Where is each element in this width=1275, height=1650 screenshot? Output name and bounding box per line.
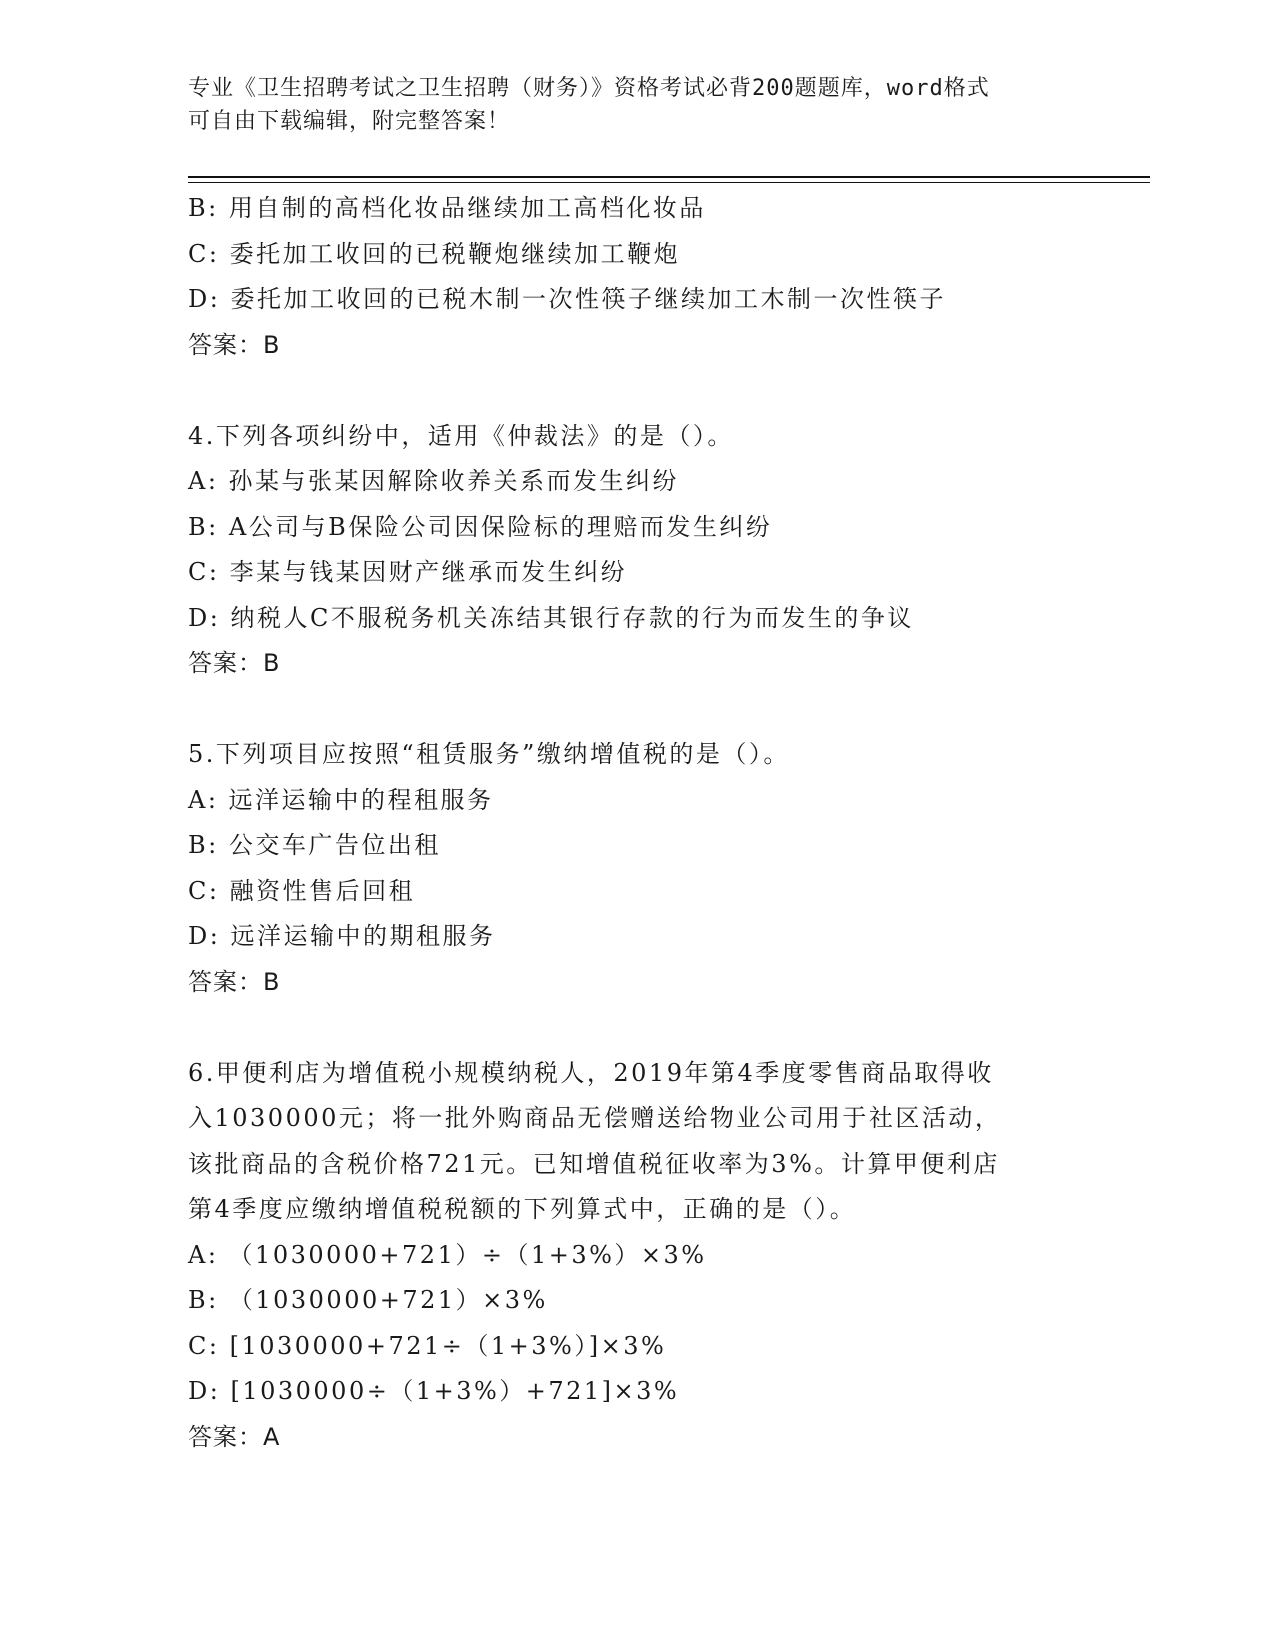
option-d: D: [1030000÷（1+3%）+721]×3% <box>188 1377 680 1405</box>
answer-line: 答案：A <box>188 1422 281 1451</box>
option-b: B: 用自制的高档化妆品继续加工高档化妆品 <box>188 194 706 222</box>
option-c: C: 委托加工收回的已税鞭炮继续加工鞭炮 <box>188 239 681 268</box>
question-spacer <box>188 368 1088 414</box>
option-a: A: 远洋运输中的程租服务 <box>188 785 494 814</box>
answer-line: 答案：B <box>188 330 281 359</box>
option-a: A: 孙某与张某因解除收养关系而发生纠纷 <box>188 467 680 495</box>
header-divider-thin <box>188 182 1150 183</box>
question-stem-line-2: 入1030000元；将一批外购商品无偿赠送给物业公司用于社区活动， <box>188 1104 1002 1132</box>
question-list <box>188 186 1088 1460</box>
question-spacer <box>188 1005 1088 1051</box>
question-5 <box>188 732 1088 1005</box>
option-d: D: 纳税人C不服税务机关冻结其银行存款的行为而发生的争议 <box>188 603 914 632</box>
question-spacer <box>188 687 1088 733</box>
option-d: D: 远洋运输中的期租服务 <box>188 922 496 950</box>
question-stem-line-4: 第4季度应缴纳增值税税额的下列算式中，正确的是（）。 <box>188 1195 857 1223</box>
option-d: D: 委托加工收回的已税木制一次性筷子继续加工木制一次性筷子 <box>188 285 946 313</box>
option-b: B: 公交车广告位出租 <box>188 831 441 859</box>
question-stem-line-3: 该批商品的含税价格721元。已知增值税征收率为3%。计算甲便利店 <box>188 1149 1000 1178</box>
option-a: A: （1030000+721）÷（1+3%）×3% <box>188 1240 707 1269</box>
answer-line: 答案：B <box>188 649 281 677</box>
option-c: C: [1030000+721÷（1+3%）]×3% <box>188 1331 667 1360</box>
option-b: B: A公司与B保险公司因保险标的理赔而发生纠纷 <box>188 512 773 541</box>
question-stem-line-1: 6.甲便利店为增值税小规模纳税人，2019年第4季度零售商品取得收 <box>188 1058 994 1087</box>
header-title-line-1: 专业《卫生招聘考试之卫生招聘（财务）》资格考试必背200题题库，word格式 <box>188 76 990 101</box>
question-stem: 4.下列各项纠纷中，适用《仲裁法》的是（）。 <box>188 421 734 450</box>
header-title-line-2: 可自由下载编辑，附完整答案！ <box>188 109 511 134</box>
question-stem: 5.下列项目应按照“租赁服务”缴纳增值税的是（）。 <box>188 740 790 768</box>
option-c: C: 李某与钱某因财产继承而发生纠纷 <box>188 558 628 586</box>
answer-line: 答案：B <box>188 967 281 996</box>
question-4 <box>188 414 1088 687</box>
question-3-continued <box>188 186 1088 368</box>
option-b: B: （1030000+721）×3% <box>188 1286 548 1314</box>
question-6 <box>188 1051 1088 1461</box>
option-c: C: 融资性售后回租 <box>188 876 416 905</box>
document-header <box>188 72 1068 138</box>
header-divider-thick <box>188 176 1150 178</box>
